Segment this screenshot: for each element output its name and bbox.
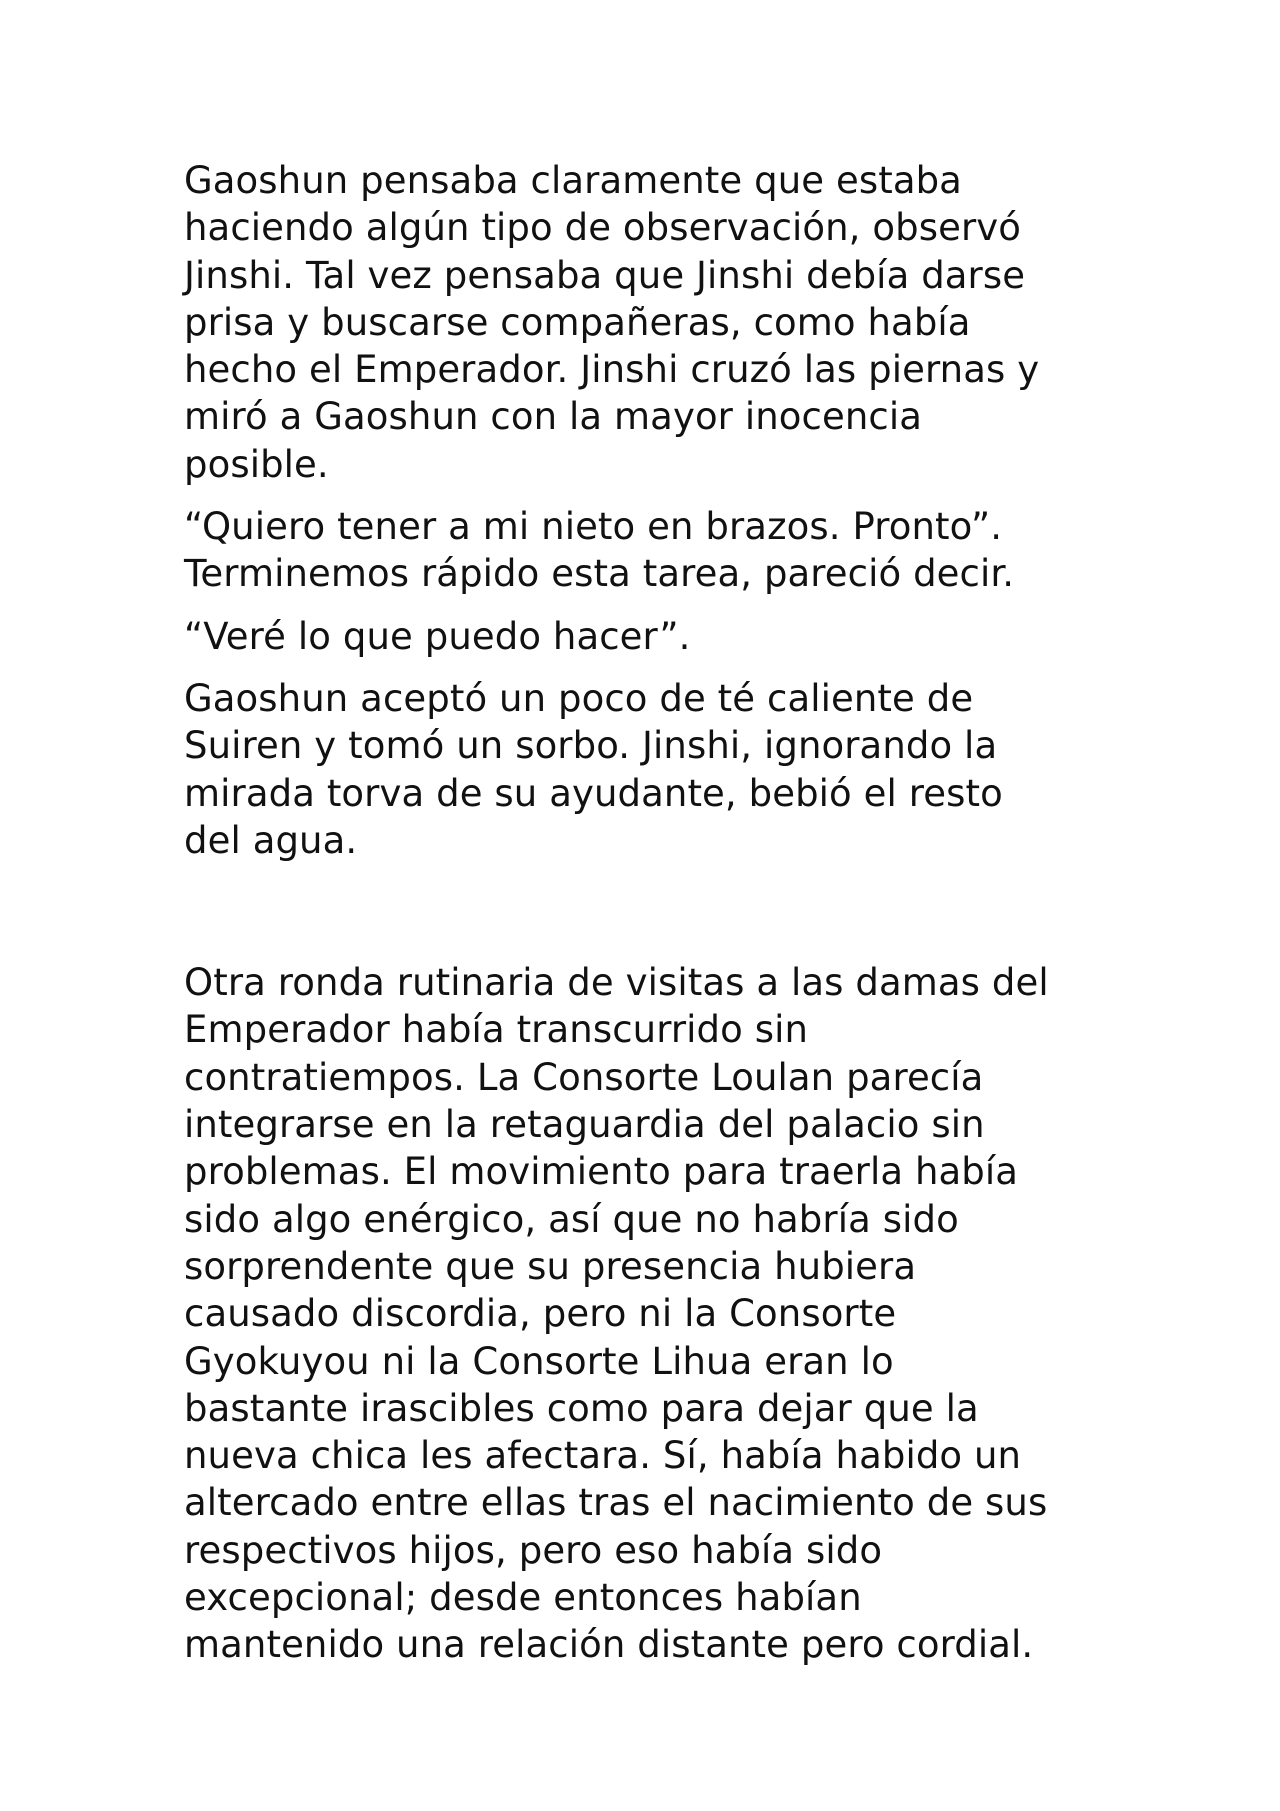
- text-line: miró a Gaoshun con la mayor inocencia: [184, 395, 922, 439]
- text-line: sido algo enérgico, así que no habría sido: [184, 1197, 959, 1241]
- text-line: Gaoshun pensaba claramente que estaba: [184, 159, 962, 202]
- text-line: hecho el Emperador. Jinshi cruzó las piernas y: [184, 348, 1040, 392]
- text-line: bastante irascibles como para dejar que la: [184, 1386, 979, 1430]
- paragraph-grandchild-quote: [184, 503, 1104, 598]
- text-line: causado discordia, pero ni la Consorte: [184, 1292, 897, 1336]
- paragraph-tea: [184, 675, 1104, 864]
- text-line: Gaoshun aceptó un poco de té caliente de: [184, 676, 974, 720]
- text-line: Suiren y tomó un sorbo. Jinshi, ignorando la: [184, 724, 998, 768]
- text-line: sorprendente que su presencia hubiera: [184, 1244, 917, 1288]
- text-line: problemas. El movimiento para traerla había: [184, 1150, 1019, 1194]
- text-line: Otra ronda rutinaria de visitas a las damas del: [184, 961, 1049, 1005]
- text-line: integrarse en la retaguardia del palacio sin: [184, 1103, 985, 1147]
- text-line: “Veré lo que puedo hacer”.: [184, 614, 691, 658]
- paragraph-gaoshun-observation: [184, 157, 1104, 488]
- paragraph-consorts-visits: [184, 959, 1104, 1668]
- text-line: prisa y buscarse compañeras, como había: [184, 300, 971, 344]
- text-line: mirada torva de su ayudante, bebió el resto: [184, 771, 1003, 815]
- text-line: posible.: [184, 442, 329, 486]
- document-page: [184, 157, 1104, 1684]
- text-line: haciendo algún tipo de observación, observó: [184, 206, 1022, 250]
- text-line: “Quiero tener a mi nieto en brazos. Pronto”.: [184, 505, 1003, 549]
- text-line: del agua.: [184, 818, 358, 862]
- text-line: contratiempos. La Consorte Loulan parecía: [184, 1055, 984, 1099]
- text-line: Terminemos rápido esta tarea, pareció decir.: [184, 552, 1015, 596]
- paragraph-jinshi-reply: [184, 613, 1104, 660]
- text-line: mantenido una relación distante pero cordial.: [184, 1623, 1034, 1667]
- text-line: altercado entre ellas tras el nacimiento de sus: [184, 1481, 1048, 1525]
- text-line: excepcional; desde entonces habían: [184, 1576, 862, 1620]
- text-line: Jinshi. Tal vez pensaba que Jinshi debía darse: [184, 253, 1026, 297]
- text-line: nueva chica les afectara. Sí, había habido un: [184, 1434, 1022, 1478]
- section-break: [184, 879, 1104, 959]
- text-line: respectivos hijos, pero eso había sido: [184, 1528, 883, 1572]
- text-line: Gyokuyou ni la Consorte Lihua eran lo: [184, 1339, 894, 1383]
- text-line: Emperador había transcurrido sin: [184, 1008, 809, 1052]
